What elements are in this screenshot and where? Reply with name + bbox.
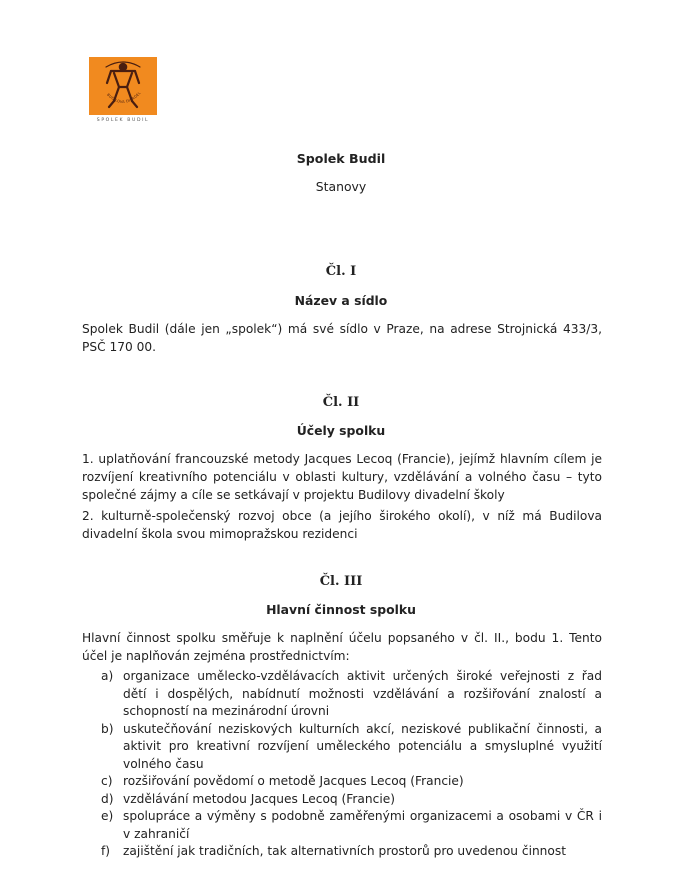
article-3-name: Hlavní činnost spolku: [266, 602, 416, 617]
article-1-paragraph: Spolek Budil (dále jen „spolek“) má své sídlo v Praze, na adrese Strojnická 433/3, PSČ 170 00.: [82, 322, 602, 354]
article-3-number: Čl. III: [319, 574, 363, 589]
list-marker: c): [101, 774, 113, 788]
list-item: [82, 791, 602, 809]
logo-caption: SPOLEK BUDIL: [96, 118, 150, 123]
spolek-budil-logo: [89, 57, 157, 123]
list-marker: a): [101, 669, 114, 683]
list-item: [82, 843, 602, 861]
list-marker: f): [101, 844, 111, 858]
theatre-figure-icon: [89, 57, 157, 115]
article-2-paragraph-1: 1. uplatňování francouzské metody Jacques Lecoq (Francie), jejímž hlavním cílem je rozvíjení kreativního potenciálu v oblasti kultury, vzdělávání a volného času – tyto společné zájmy a cíle se setkávají v projektu Budilovy divadelní školy: [82, 452, 602, 502]
list-item-text: zajištění jak tradičních, tak alternativních prostorů pro uvedenou činnost: [123, 844, 566, 858]
list-item: [82, 773, 602, 791]
list-item-text: rozšiřování povědomí o metodě Jacques Lecoq (Francie): [123, 774, 464, 788]
list-item-text: uskutečňování neziskových kulturních akcí, neziskové publikační činnosti, a aktivit pro kreativní rozvíjení uměleckého potenciálu a smysluplné využití volného času: [123, 721, 602, 771]
article-2-paragraph-2: 2. kulturně-společenský rozvoj obce (a jejího širokého okolí), v níž má Budilova divadelní škola svou mimopražskou rezidenci: [82, 509, 602, 541]
list-item-text: vzdělávání metodou Jacques Lecoq (Francie): [123, 791, 395, 806]
article-1-name: Název a sídlo: [294, 293, 388, 308]
logo-emblem: [89, 57, 157, 115]
list-item-text: organizace umělecko-vzdělávacích aktivit určených široké veřejnosti z řad dětí i dospělých, nabídnutí možnosti vzdělávání a rozšiřování znalostí a schopností na mezinárodní úrovni: [123, 669, 602, 718]
article-2-number: Čl. II: [322, 395, 360, 410]
article-1-number: Čl. I: [325, 264, 357, 279]
document-title: Spolek Budil: [296, 151, 386, 166]
list-marker: d): [101, 791, 114, 806]
list-marker: e): [101, 809, 114, 823]
list-item-text: spolupráce a výměny s podobně zaměřenými organizacemi a osobami v ČR i v zahraničí: [123, 809, 602, 841]
article-3-paragraph: Hlavní činnost spolku směřuje k naplnění účelu popsaného v čl. II., bodu 1. Tento účel je naplňován zejména prostřednictvím:: [82, 631, 602, 663]
article-2-name: Účely spolku: [296, 423, 386, 438]
svg-text:BUDILOVA DIVADELNÍ ŠKOLA: BUDILOVA DIVADEL: [106, 90, 142, 105]
document-subtitle: Stanovy: [315, 179, 367, 194]
list-item: [82, 808, 602, 843]
list-item: [82, 721, 602, 774]
list-marker: b): [101, 721, 114, 736]
list-item: [82, 668, 602, 721]
article-3-activity-list: [82, 668, 602, 861]
